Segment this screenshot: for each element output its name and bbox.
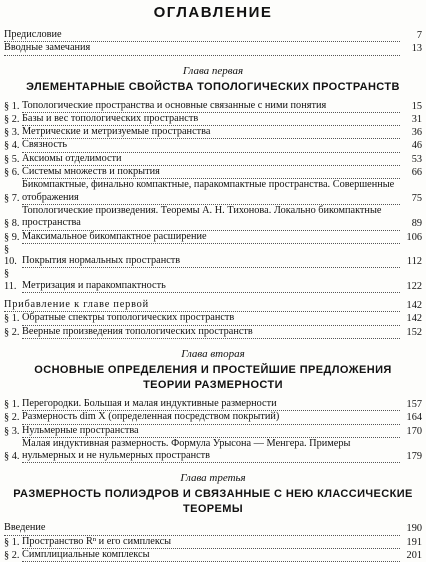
entry-page: 36 (411, 127, 422, 139)
section-number: § 1. (4, 536, 20, 548)
toc-entry[interactable] (4, 166, 422, 179)
entry-page: 31 (411, 113, 422, 125)
entry-label: Аксиомы отделимости (22, 153, 400, 166)
toc-entry[interactable] (4, 268, 422, 293)
entry-page: 152 (406, 326, 422, 338)
entry-page: 89 (411, 218, 422, 230)
section-number: § 1. (4, 100, 20, 112)
entry-page: 15 (411, 100, 422, 112)
entry-page: 142 (406, 313, 422, 325)
entry-label: Системы множеств и покрытия (22, 166, 400, 179)
entry-page: 170 (406, 425, 422, 437)
chapter-title: РАЗМЕРНОСТЬ ПОЛИЭДРОВ И СВЯЗАННЫЕ С НЕЮ КЛАССИЧЕСКИЕ ТЕОРЕМЫ (13, 488, 413, 516)
section-number: § 1. (4, 398, 20, 410)
toc-entry[interactable] (4, 536, 422, 549)
entry-label: Топологические пространства и основные связанные с ними понятия (22, 100, 400, 113)
entry-label: Базы и вес топологических пространств (22, 113, 400, 126)
section-number: § 7. (4, 192, 20, 204)
entry-page: 179 (406, 451, 422, 463)
toc-entry[interactable] (4, 425, 422, 438)
entry-label: Симплициальные комплексы (22, 549, 400, 562)
page-title: ОГЛАВЛЕНИЕ (153, 4, 273, 21)
section-number: § 6. (4, 167, 20, 179)
chapter-title: ЭЛЕМЕНТАРНЫЕ СВОЙСТВА ТОПОЛОГИЧЕСКИХ ПРОСТРАНСТВ (26, 80, 400, 93)
entry-label: Максимальное бикомпактное расширение (22, 231, 400, 244)
entry-page: 190 (406, 523, 422, 535)
toc-entry[interactable] (4, 42, 422, 55)
toc-entry[interactable] (4, 398, 422, 411)
entry-label: Топологические произведения. Теоремы А. Н. Тихонова. Локально бикомпактные пространства (22, 205, 400, 231)
toc-entry[interactable] (4, 29, 422, 42)
section-number: § 9. (4, 231, 20, 243)
chapter-label: Глава третья (180, 472, 246, 485)
entry-label: Бикомпактные, финально компактные, паракомпактные пространства. Совершенные отображения (22, 179, 400, 205)
entry-label: Покрытия нормальных пространств (22, 255, 400, 268)
entry-page: 142 (406, 300, 422, 312)
toc-entry[interactable] (4, 179, 422, 205)
entry-label: Малая индуктивная размерность. Формула Урысона — Менгера. Примеры нульмерных и не нульмерных пространств (22, 438, 400, 464)
toc-entry[interactable] (4, 522, 422, 535)
toc-entry[interactable] (4, 126, 422, 139)
entry-page: 46 (411, 140, 422, 152)
section-number: § 2. (4, 326, 20, 338)
section-number: § 2. (4, 412, 20, 424)
entry-label: Нульмерные пространства (22, 425, 400, 438)
toc-entry[interactable] (4, 411, 422, 424)
toc-entry[interactable] (4, 153, 422, 166)
entry-page: 106 (406, 231, 422, 243)
section-number: § 4. (4, 451, 20, 463)
entry-label: Размерность dim X (определенная посредством покрытий) (22, 411, 400, 424)
entry-label: Метризация и паракомпактность (22, 280, 400, 293)
toc-entry[interactable] (4, 326, 422, 339)
entry-label: Перегородки. Большая и малая индуктивные размерности (22, 398, 400, 411)
chapter-label: Глава вторая (181, 347, 245, 360)
toc-page (0, 4, 426, 562)
toc-entry[interactable] (4, 244, 422, 269)
toc-entry[interactable] (4, 438, 422, 464)
entry-page: 191 (406, 536, 422, 548)
toc-entry[interactable] (4, 205, 422, 231)
section-number: § 5. (4, 153, 20, 165)
toc-entry[interactable] (4, 299, 422, 312)
entry-label: Метрические и метризуемые пространства (22, 126, 400, 139)
toc-entry[interactable] (4, 139, 422, 152)
entry-label: Предисловие (4, 29, 400, 42)
entry-label: Связность (22, 139, 400, 152)
entry-page: 164 (406, 412, 422, 424)
entry-page: 7 (416, 30, 422, 41)
section-number: § 2. (4, 550, 20, 562)
entry-page: 112 (406, 256, 422, 268)
toc-entry[interactable] (4, 100, 422, 113)
entry-label: Прибавление к главе первой (4, 299, 400, 312)
section-number: § 2. (4, 113, 20, 125)
entry-page: 13 (411, 43, 422, 55)
section-number: § 10. (4, 243, 17, 268)
toc-entry[interactable] (4, 113, 422, 126)
entry-label: Введение (4, 522, 400, 535)
entry-label: Пространство Rⁿ и его симплексы (22, 536, 400, 549)
entry-page: 66 (411, 167, 422, 179)
entry-label: Вводные замечания (4, 42, 400, 55)
section-number: § 11. (4, 268, 17, 292)
section-number: § 4. (4, 140, 20, 152)
toc-entry[interactable] (4, 231, 422, 244)
entry-page: 122 (406, 280, 422, 292)
entry-page: 201 (406, 550, 422, 562)
toc-entry[interactable] (4, 312, 422, 325)
section-number: § 3. (4, 127, 20, 139)
chapter-title: ОСНОВНЫЕ ОПРЕДЕЛЕНИЯ И ПРОСТЕЙШИЕ ПРЕДЛОЖЕНИЯ ТЕОРИИ РАЗМЕРНОСТИ (34, 363, 392, 391)
entry-page: 75 (411, 192, 422, 204)
entry-label: Веерные произведения топологических пространств (22, 326, 400, 339)
toc-entry[interactable] (4, 549, 422, 562)
entry-label: Обратные спектры топологических пространств (22, 312, 400, 325)
section-number: § 3. (4, 425, 20, 437)
chapter-label: Глава первая (182, 64, 244, 77)
section-number: § 1. (4, 313, 20, 325)
entry-page: 157 (406, 398, 422, 410)
section-number: § 8. (4, 218, 20, 230)
entry-page: 53 (411, 153, 422, 165)
